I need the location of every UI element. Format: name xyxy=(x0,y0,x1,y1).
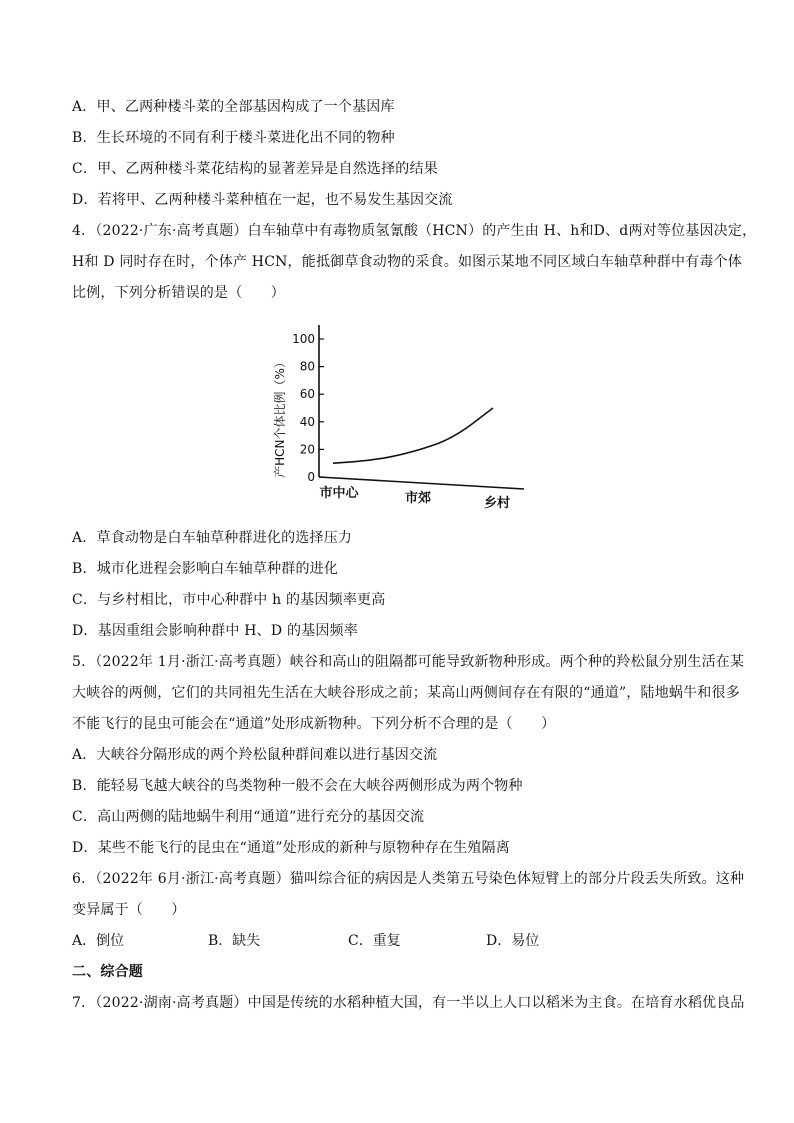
q5-option-a: A．大峡谷分隔形成的两个羚松鼠种群间难以进行基因交流 xyxy=(72,747,438,763)
chart-series-line xyxy=(333,408,493,463)
q6-stem-line-2: 变异属于（ ） xyxy=(72,902,186,918)
q7-stem-line-1: 7．（2022·湖南·高考真题）中国是传统的水稻种植大国，有一半以上人口以稻米为主食。在培育水稻优良品 xyxy=(72,995,745,1011)
q3-option-c: C．甲、乙两种楼斗菜花结构的显著差异是自然选择的结果 xyxy=(72,161,438,177)
q5-stem-line-2: 大峡谷的两侧，它们的共同祖先生活在大峡谷形成之前；某高山两侧间存在有限的“通道”，陆地蜗牛和很多 xyxy=(72,685,740,701)
chart-category-label: 市郊 xyxy=(404,491,432,506)
chart-y-tick-label: 80 xyxy=(299,359,315,374)
chart-y-tick-label: 20 xyxy=(299,442,315,457)
chart-y-axis-label: 产HCN个体比例（%） xyxy=(273,356,287,478)
q4-option-c: C．与乡村相比，市中心种群中 h 的基因频率更高 xyxy=(72,592,386,608)
q6-option-b: B．缺失 xyxy=(208,933,261,949)
q3-option-a: A．甲、乙两种楼斗菜的全部基因构成了一个基因库 xyxy=(72,99,395,115)
chart-y-tick-label: 40 xyxy=(299,414,315,429)
q3-option-d: D．若将甲、乙两种楼斗菜种植在一起，也不易发生基因交流 xyxy=(72,192,453,208)
q4-option-d: D．基因重组会影响种群中 H、D 的基因频率 xyxy=(72,623,358,639)
q5-option-c: C．高山两侧的陆地蜗牛利用“通道”进行充分的基因交流 xyxy=(72,809,425,825)
q6-option-a: A．倒位 xyxy=(72,933,125,949)
q6-stem-line-1: 6．（2022年 6月·浙江·高考真题）猫叫综合征的病因是人类第五号染色体短臂上的部分片段丢失所致。这种 xyxy=(72,871,745,887)
chart-category-label: 市中心 xyxy=(319,486,359,501)
q4-stem-line-2: H和 D 同时存在时，个体产 HCN，能抵御草食动物的采食。如图示某地不同区域白车轴草种群中有毒个体 xyxy=(72,254,742,270)
q5-option-d: D．某些不能飞行的昆虫在“通道”处形成的新种与原物种存在生殖隔离 xyxy=(72,840,510,856)
q4-option-b: B．城市化进程会影响白车轴草种群的进化 xyxy=(72,561,339,577)
chart-y-tick-label: 60 xyxy=(299,387,315,402)
q5-stem-line-3: 不能飞行的昆虫可能会在“通道”处形成新物种。下列分析不合理的是（ ） xyxy=(72,716,556,732)
section-title: 二、综合题 xyxy=(72,964,143,980)
q4-stem-line-3: 比例，下列分析错误的是（ ） xyxy=(72,285,285,301)
chart-category-label: 乡村 xyxy=(483,496,511,511)
q5-stem-line-1: 5．（2022年 1月·浙江·高考真题）峡谷和高山的阻隔都可能导致新物种形成。两个种的羚松鼠分别生活在某 xyxy=(72,654,745,670)
q6-option-d: D．易位 xyxy=(486,933,540,949)
q4-option-a: A．草食动物是白车轴草种群进化的选择压力 xyxy=(72,530,353,546)
q6-option-c: C．重复 xyxy=(348,933,401,949)
q5-option-b: B．能轻易飞越大峡谷的鸟类物种一般不会在大峡谷两侧形成为两个物种 xyxy=(72,778,523,794)
chart-y-tick-label: 0 xyxy=(307,470,315,484)
hcn-chart xyxy=(262,322,542,518)
q4-stem-line-1: 4．（2022·广东·高考真题）白车轴草中有毒物质氢氰酸（HCN）的产生由 H、h和D、d两对等位基因决定， xyxy=(72,223,757,239)
q3-option-b: B．生长环境的不同有利于楼斗菜进化出不同的物种 xyxy=(72,130,395,146)
chart-y-tick-label: 100 xyxy=(292,332,315,346)
